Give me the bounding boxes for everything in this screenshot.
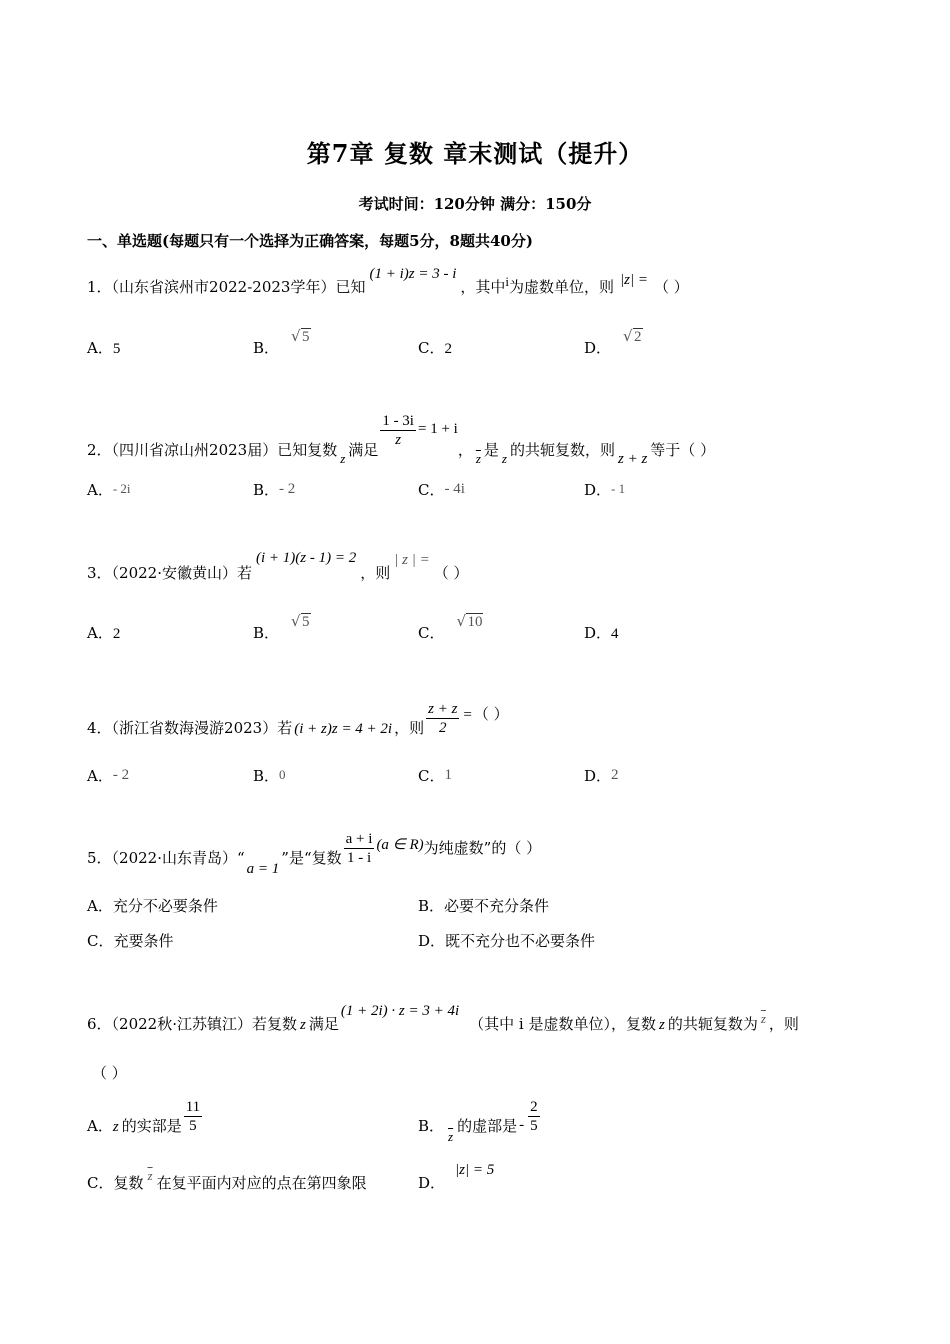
option-label: C． bbox=[418, 624, 445, 642]
text: 等于（ ） bbox=[650, 440, 716, 459]
option-c bbox=[418, 479, 465, 500]
option-value: - 2 bbox=[279, 481, 296, 497]
option-value: 2 bbox=[112, 626, 121, 642]
question-source: （2022秋·江苏镇江）若复数 bbox=[111, 1015, 297, 1033]
option-c bbox=[87, 930, 174, 951]
question-source: （2022·安徽黄山）若 bbox=[111, 564, 252, 582]
text: ，则 bbox=[768, 1015, 799, 1033]
section-heading: 一、单选题(每题只有一个选择为正确答案，每题5分，8题共40分) bbox=[87, 232, 533, 250]
page-title: 第7章 复数 章末测试（提升） bbox=[306, 139, 644, 168]
option-value: 0 bbox=[279, 767, 286, 782]
text: 的共轭复数为 bbox=[667, 1015, 758, 1033]
formula: (1 + 2i) · z = 3 + 4i bbox=[340, 1003, 460, 1019]
imaginary-unit: i bbox=[505, 274, 510, 289]
answer-blank: （ ） bbox=[473, 704, 509, 723]
option-label: D． bbox=[418, 932, 446, 950]
option-label: B． bbox=[418, 897, 445, 915]
option-c bbox=[87, 1168, 367, 1193]
condition-formula: a = 1 bbox=[246, 860, 280, 877]
option-d bbox=[584, 622, 619, 643]
option-label: A． bbox=[87, 1116, 113, 1135]
question-source: （浙江省数海漫游2023）若 bbox=[111, 718, 293, 737]
text: ， bbox=[457, 440, 473, 459]
option-value: - 1 bbox=[611, 481, 626, 496]
sum-expression bbox=[618, 451, 647, 467]
question-6-stem bbox=[87, 1003, 799, 1034]
text: 的共轭复数，则 bbox=[509, 440, 615, 459]
fraction-denominator: 2 bbox=[439, 720, 447, 736]
option-value: 2 bbox=[611, 767, 619, 783]
option-value: 10 bbox=[467, 614, 483, 630]
text: 在复平面内对应的点在第四象限 bbox=[156, 1174, 367, 1192]
fraction bbox=[380, 412, 416, 449]
fraction-denominator: 1 - i bbox=[346, 850, 372, 866]
option-label: A． bbox=[87, 339, 113, 357]
text: 满足 bbox=[348, 440, 379, 459]
option-label: A． bbox=[87, 897, 113, 915]
sqrt-expression: √ 5 bbox=[291, 612, 310, 630]
question-3-stem bbox=[87, 550, 469, 583]
option-c bbox=[418, 337, 452, 358]
option-value: - 4i bbox=[444, 481, 465, 497]
option-label: B． bbox=[253, 481, 280, 499]
abs-conjugate-z: | z | = bbox=[394, 552, 430, 568]
fraction-denominator: z bbox=[395, 432, 402, 448]
option-value: 既不充分也不必要条件 bbox=[445, 932, 596, 950]
option-a bbox=[87, 337, 120, 358]
option-label: B． bbox=[253, 339, 280, 357]
variable-z: z bbox=[340, 450, 346, 466]
question-source: （山东省滨州市2022-2023学年）已知 bbox=[111, 278, 366, 296]
equals-sign: = bbox=[463, 706, 472, 723]
option-value: - 2 bbox=[112, 767, 130, 783]
option-value: 4 bbox=[611, 626, 619, 642]
option-d bbox=[418, 930, 595, 951]
variable-z: z bbox=[300, 1017, 306, 1033]
answer-blank: （ ） bbox=[92, 1064, 127, 1082]
domain-formula: (a ∈ R) bbox=[376, 836, 424, 853]
option-b bbox=[253, 327, 311, 358]
option-label: D． bbox=[584, 624, 612, 642]
option-d bbox=[584, 327, 643, 358]
conjugate-z: $\overline{z}$ bbox=[147, 1168, 153, 1183]
option-label: C． bbox=[87, 1174, 114, 1192]
question-5-stem bbox=[87, 830, 542, 877]
question-source: （2022·山东青岛）“ bbox=[111, 848, 245, 867]
fraction bbox=[184, 1098, 202, 1135]
formula: (i + z)z = 4 + 2i bbox=[294, 720, 393, 737]
option-value: - 2i bbox=[112, 481, 131, 496]
text: 为虚数单位，则 bbox=[509, 278, 615, 296]
question-number: 5． bbox=[87, 848, 112, 867]
text: ，则 bbox=[360, 564, 391, 582]
text: （其中 i 是虚数单位），复数 bbox=[469, 1015, 656, 1033]
answer-blank: （ ） bbox=[654, 278, 689, 296]
question-number: 3． bbox=[87, 564, 112, 582]
question-number: 4． bbox=[87, 718, 112, 737]
fraction-numerator: a + i bbox=[345, 831, 373, 847]
option-value: 充分不必要条件 bbox=[112, 897, 218, 915]
option-d bbox=[584, 479, 625, 500]
option-value: 必要不充分条件 bbox=[444, 897, 550, 915]
option-a bbox=[87, 479, 131, 500]
option-label: B． bbox=[253, 624, 280, 642]
fraction bbox=[426, 700, 459, 737]
option-label: C． bbox=[418, 339, 445, 357]
question-source: （四川省凉山州2023届）已知复数 bbox=[111, 440, 338, 459]
option-value: 2 bbox=[444, 341, 452, 357]
formula: (1 + i)z = 3 - i bbox=[369, 266, 457, 282]
option-value: 5 bbox=[302, 614, 310, 630]
option-a bbox=[87, 1098, 204, 1135]
formula: z + z bbox=[618, 450, 648, 467]
fraction bbox=[344, 830, 375, 867]
fraction-denominator: 5 bbox=[530, 1118, 538, 1134]
option-a bbox=[87, 895, 218, 916]
option-c bbox=[418, 612, 483, 643]
option-label: D． bbox=[584, 481, 612, 499]
variable-z: z bbox=[501, 450, 507, 466]
option-label: B． bbox=[418, 1116, 445, 1135]
option-label: D． bbox=[584, 339, 612, 357]
fraction-numerator: z + z bbox=[428, 701, 458, 717]
text: ”是“复数 bbox=[281, 848, 342, 867]
formula: = 1 + i bbox=[417, 420, 458, 437]
option-d bbox=[584, 765, 619, 786]
option-a bbox=[87, 765, 129, 786]
option-b bbox=[418, 1098, 542, 1144]
abs-z-formula: |z| = 5 bbox=[455, 1162, 495, 1178]
fraction-numerator: 2 bbox=[530, 1099, 538, 1115]
fraction-denominator: 5 bbox=[189, 1118, 197, 1134]
question-number: 2． bbox=[87, 440, 112, 459]
sqrt-expression: √ 10 bbox=[456, 612, 483, 630]
option-label: C． bbox=[418, 767, 445, 785]
question-2-stem bbox=[87, 412, 716, 467]
minus-sign: - bbox=[519, 1116, 525, 1133]
question-4-stem bbox=[87, 700, 509, 737]
text: 的实部是 bbox=[121, 1116, 182, 1135]
option-c bbox=[418, 765, 452, 786]
text: 复数 bbox=[113, 1174, 144, 1192]
abs-z: |z| = bbox=[620, 272, 648, 288]
sqrt-expression: √ 2 bbox=[623, 327, 642, 345]
answer-blank: （ ） bbox=[433, 564, 469, 582]
conjugate-z: $\overline{z}$ bbox=[475, 450, 481, 466]
option-value: 5 bbox=[112, 341, 121, 357]
option-d bbox=[418, 1162, 495, 1193]
text: 是 bbox=[483, 440, 499, 459]
sqrt-expression: √ 5 bbox=[291, 327, 310, 345]
formula: (i + 1)(z - 1) = 2 bbox=[256, 550, 357, 566]
option-b bbox=[253, 479, 295, 500]
text: 满足 bbox=[308, 1015, 339, 1033]
option-label: A． bbox=[87, 481, 113, 499]
option-value: 5 bbox=[302, 329, 310, 345]
option-value: 充要条件 bbox=[113, 932, 174, 950]
fraction bbox=[528, 1098, 540, 1135]
exam-info: 考试时间：120分钟 满分：150分 bbox=[358, 195, 592, 213]
option-label: B． bbox=[253, 767, 280, 785]
option-b bbox=[253, 612, 311, 643]
conjugate-z: $\overline{z}$ bbox=[760, 1011, 766, 1026]
option-b bbox=[418, 895, 549, 916]
question-1-stem bbox=[87, 266, 689, 297]
option-label: D． bbox=[418, 1174, 446, 1192]
fraction-numerator: 11 bbox=[185, 1099, 201, 1115]
text: 为纯虚数”的（ ） bbox=[423, 838, 542, 857]
text: 的虚部是 bbox=[457, 1116, 518, 1135]
option-value: 2 bbox=[634, 329, 642, 345]
option-label: A． bbox=[87, 767, 113, 785]
text: ，其中 bbox=[460, 278, 506, 296]
option-a bbox=[87, 622, 120, 643]
conjugate-z: $\overline{z}$ bbox=[448, 1128, 454, 1144]
fraction-numerator: 1 - 3i bbox=[382, 413, 414, 429]
option-value: 1 bbox=[444, 767, 452, 783]
option-label: C． bbox=[418, 481, 445, 499]
variable-z: z bbox=[658, 1017, 665, 1033]
option-label: D． bbox=[584, 767, 612, 785]
question-number: 6． bbox=[87, 1015, 112, 1033]
option-label: C． bbox=[87, 932, 114, 950]
variable-z: z bbox=[112, 1118, 119, 1135]
question-number: 1． bbox=[87, 278, 112, 296]
option-label: A． bbox=[87, 624, 113, 642]
option-b bbox=[253, 765, 286, 786]
text: ，则 bbox=[394, 718, 425, 737]
